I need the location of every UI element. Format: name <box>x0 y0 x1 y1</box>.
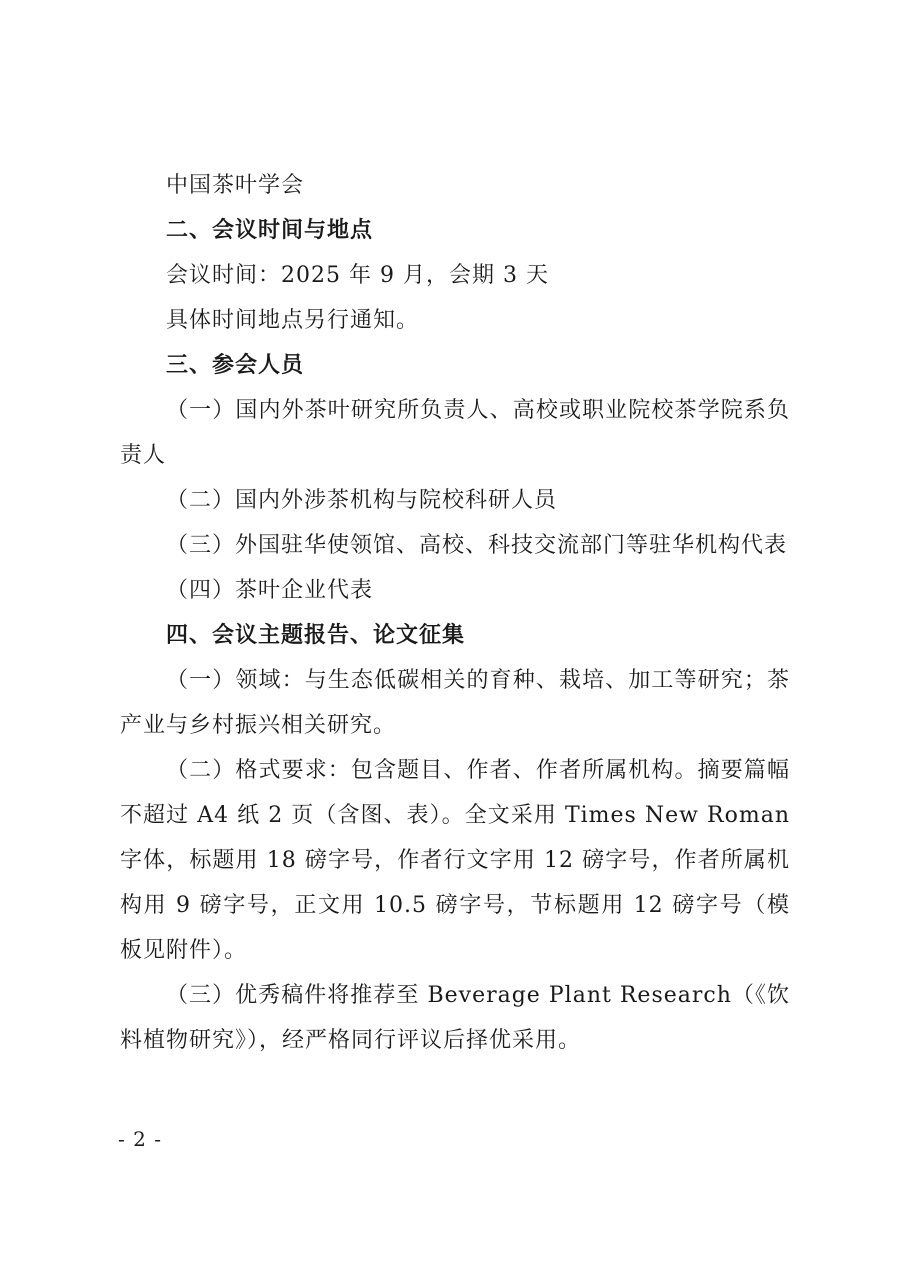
section-heading-participants: 三、参会人员 <box>166 353 305 378</box>
participant-item: （四）茶叶企业代表 <box>166 578 374 603</box>
document-body <box>120 163 790 1063</box>
page-number: - 2 - <box>118 1127 162 1151</box>
participant-item: （二）国内外涉茶机构与院校科研人员 <box>166 488 558 513</box>
participant-item: （三）外国驻华使领馆、高校、科技交流部门等驻华机构代表 <box>166 533 788 558</box>
section-heading-papers: 四、会议主题报告、论文征集 <box>166 623 466 648</box>
paper-item: （一）领域：与生态低碳相关的育种、栽培、加工等研究；茶产业与乡村振兴相关研究。 <box>120 668 790 738</box>
section-heading-time-place: 二、会议时间与地点 <box>166 218 374 243</box>
participant-item: （一）国内外茶叶研究所负责人、高校或职业院校茶学院系负责人 <box>120 398 790 468</box>
meeting-time: 会议时间：2025 年 9 月，会期 3 天 <box>166 263 549 288</box>
paper-item: （三）优秀稿件将推荐至 Beverage Plant Research（《饮料植物研究》），经严格同行评议后择优采用。 <box>120 983 790 1053</box>
organizer-name: 中国茶叶学会 <box>166 173 305 198</box>
paper-item: （二）格式要求：包含题目、作者、作者所属机构。摘要篇幅不超过 A4 纸 2 页（含图、表）。全文采用 Times New Roman 字体，标题用 18 磅字号，作者行文字用 12 磅字号，作者所属机构用 9 磅字号，正文用 10.5 磅字号，节标题用 12 磅字号（模板见附件）。 <box>120 758 790 963</box>
meeting-notice: 具体时间地点另行通知。 <box>166 308 420 333</box>
